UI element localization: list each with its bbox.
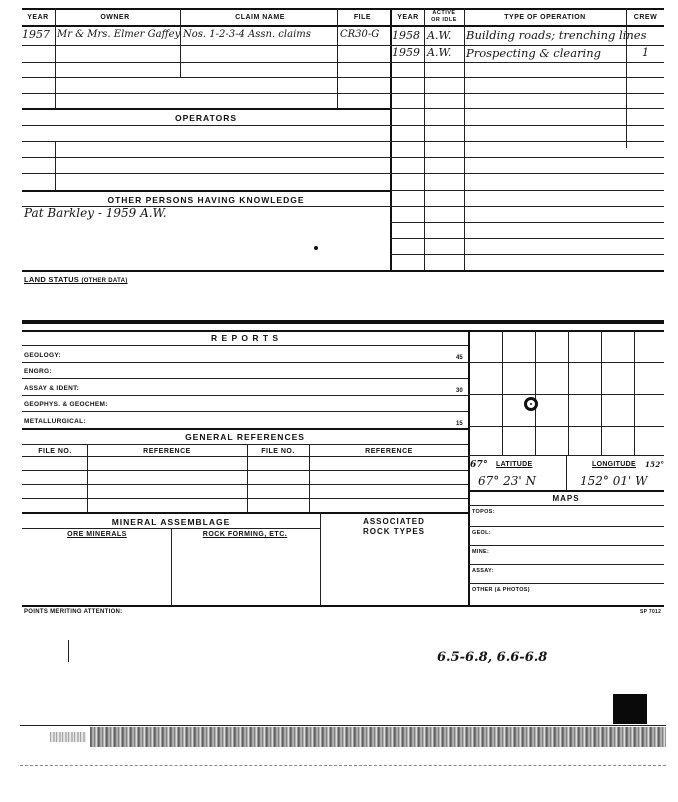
points-meriting-title: POINTS MERITING ATTENTION: (24, 609, 123, 615)
op-row2-year: 1959 (392, 46, 420, 59)
scan-noise-band (90, 727, 666, 747)
scale-30: 30 (456, 388, 463, 394)
scale-15: 15 (456, 421, 463, 427)
latitude-value: 67° 23' N (478, 474, 536, 488)
assay-ident-label: ASSAY & IDENT: (24, 385, 80, 392)
crew-header: CREW (633, 14, 658, 21)
op-row1-status: A.W. (427, 29, 452, 42)
location-marker-icon (524, 397, 538, 411)
maps-title: MAPS (552, 494, 580, 503)
op-row2-crew: 1 (642, 46, 649, 59)
rock-forming-header: ROCK FORMING, ETC. (202, 531, 288, 538)
lat-prefix: 67° (470, 460, 488, 470)
metallurgical-label: METALLURGICAL: (24, 418, 86, 425)
op-year-header: YEAR (397, 14, 419, 21)
maps-topos: TOPOS: (472, 509, 495, 515)
handwritten-note: 6.5-6.8, 6.6-6.8 (437, 650, 548, 665)
claim-name: Nos. 1-2-3-4 Assn. claims (183, 29, 311, 40)
maps-assay: ASSAY: (472, 568, 494, 574)
year-header: YEAR (27, 14, 49, 21)
operators-title: OPERATORS (174, 113, 238, 123)
other-persons-title: OTHER PERSONS HAVING KNOWLEDGE (107, 195, 305, 205)
maps-other: OTHER (& PHOTOS) (472, 587, 530, 593)
op-row2-status: A.W. (427, 46, 452, 59)
mineral-assemblage-title: MINERAL ASSEMBLAGE (111, 517, 231, 527)
land-status-label: LAND STATUS (24, 275, 80, 284)
op-row1-type: Building roads; trenching lines (466, 28, 647, 42)
form-number: SP 7012 (640, 609, 662, 615)
owner-header: OWNER (100, 14, 130, 21)
lon-suffix: 152° (645, 460, 665, 469)
owner-year: 1957 (22, 28, 50, 41)
scan-noise-left (50, 732, 86, 742)
rock-types-title: ROCK TYPES (362, 527, 425, 536)
ref-file-no-1: FILE NO. (38, 448, 72, 455)
other-persons-entry: Pat Barkley - 1959 A.W. (24, 206, 167, 220)
associated-title: ASSOCIATED (363, 517, 425, 526)
latitude-label: LATITUDE (496, 461, 533, 468)
file-header: FILE (353, 14, 372, 21)
black-box (613, 694, 647, 724)
engrg-label: ENGRG: (24, 368, 52, 375)
type-operation-header: TYPE OF OPERATION (504, 14, 586, 21)
ref-file-no-2: FILE NO. (261, 448, 295, 455)
scale-45: 45 (456, 355, 463, 361)
reports-title: R E P O R T S (210, 333, 280, 343)
longitude-label: LONGITUDE (592, 461, 636, 468)
file-number: CR30-G (340, 29, 380, 40)
general-references-title: GENERAL REFERENCES (185, 432, 305, 442)
maps-geol: GEOL: (472, 530, 491, 536)
op-row2-type: Prospecting & clearing (466, 46, 602, 60)
geology-label: GEOLOGY: (24, 352, 61, 359)
geophys-label: GEOPHYS. & GEOCHEM: (24, 401, 108, 408)
ref-reference-2: REFERENCE (365, 448, 413, 455)
land-status-subtitle: (OTHER DATA) (81, 278, 128, 284)
owner-name: Mr & Mrs. Elmer Gaffey (57, 29, 181, 40)
active-idle-header-1: ACTIVE (432, 10, 456, 16)
ref-reference-1: REFERENCE (143, 448, 191, 455)
dot-mark (314, 246, 318, 250)
ore-minerals-header: ORE MINERALS (67, 531, 127, 538)
land-status-title (24, 275, 128, 284)
op-row1-year: 1958 (392, 29, 420, 42)
active-idle-header-2: OR IDLE (431, 17, 457, 23)
claim-name-header: CLAIM NAME (235, 14, 285, 21)
longitude-value: 152° 01' W (580, 474, 648, 488)
maps-mine: MINE: (472, 549, 490, 555)
